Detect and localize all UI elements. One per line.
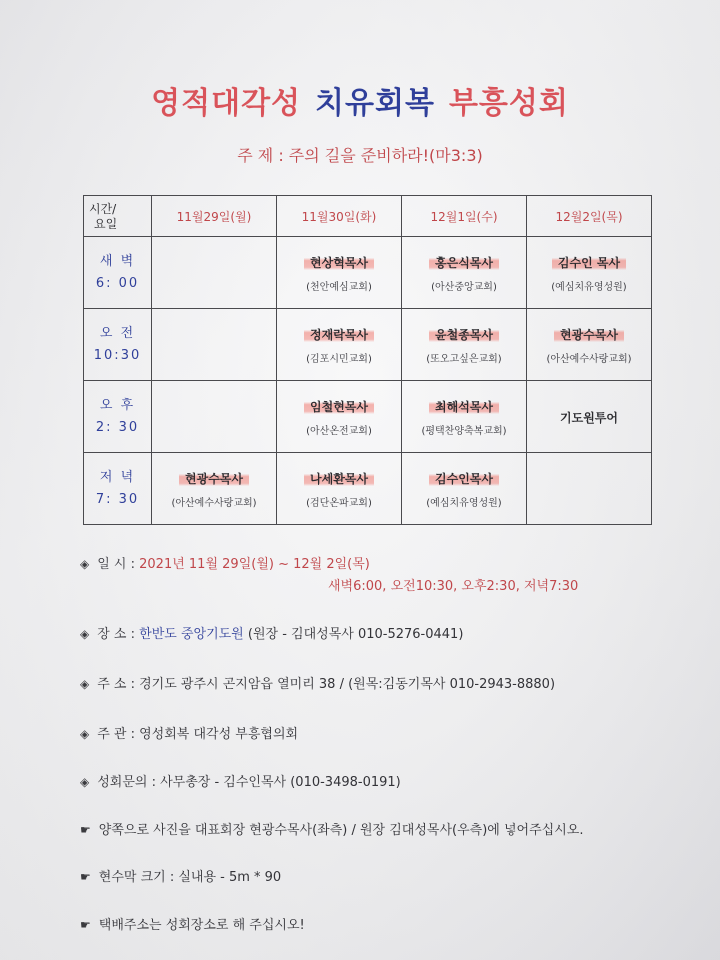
preacher-name: 김수인 목사 bbox=[552, 253, 626, 272]
hand-pointer-icon: ☛ bbox=[80, 870, 91, 884]
church-name: (평택찬양축복교회) bbox=[421, 426, 507, 437]
time-slot-time: 7: 30 bbox=[95, 491, 140, 507]
preacher-name: 나세환목사 bbox=[304, 469, 374, 488]
schedule-cell bbox=[402, 237, 527, 309]
preacher-name: 현상혁목사 bbox=[304, 253, 374, 272]
schedule-header-row bbox=[84, 196, 652, 237]
title-part-1: 영적대각성 bbox=[151, 86, 302, 121]
schedule-cell bbox=[527, 453, 652, 525]
document-title bbox=[0, 78, 720, 122]
address-text: 주 소 : 경기도 광주시 곤지암읍 열미리 38 / (원목:김동기목사 010-2943-8880) bbox=[97, 677, 556, 692]
info-note-delivery bbox=[80, 914, 305, 933]
preacher-name: 현광수목사 bbox=[179, 469, 249, 488]
place-extra: (원장 - 김대성목사 010-5276-0441) bbox=[247, 627, 464, 642]
church-name: (검단온파교회) bbox=[306, 498, 372, 509]
preacher-name: 윤철종목사 bbox=[429, 325, 499, 344]
schedule-cell bbox=[152, 381, 277, 453]
schedule-note: 기도원투어 bbox=[560, 411, 618, 425]
diamond-bullet-icon: ◈ bbox=[80, 627, 90, 641]
day-header: 12월1일(수) bbox=[402, 196, 527, 237]
diamond-bullet-icon: ◈ bbox=[80, 557, 90, 571]
preacher-name: 최해석목사 bbox=[429, 397, 499, 416]
schedule-cell bbox=[527, 237, 652, 309]
hand-pointer-icon: ☛ bbox=[80, 823, 91, 837]
schedule-cell bbox=[277, 309, 402, 381]
church-name: (김포시민교회) bbox=[306, 354, 372, 365]
corner-day-label: 요일 bbox=[94, 217, 118, 231]
schedule-cell bbox=[402, 309, 527, 381]
church-name: (또오고싶은교회) bbox=[426, 354, 502, 365]
church-name: (예심치유영성원) bbox=[551, 282, 627, 293]
inquiry-text: 성회문의 : 사무총장 - 김수인목사 (010-3498-0191) bbox=[97, 775, 401, 790]
schedule-cell bbox=[152, 453, 277, 525]
church-name: (아산온전교회) bbox=[306, 426, 372, 437]
schedule-cell bbox=[277, 453, 402, 525]
info-place bbox=[80, 623, 463, 642]
time-slot-cell bbox=[84, 309, 152, 381]
note-banner-text: 현수막 크기 : 실내용 - 5m * 90 bbox=[98, 870, 282, 885]
corner-cell bbox=[84, 196, 152, 237]
host-text: 주 관 : 영성회복 대각성 부흥협의회 bbox=[97, 727, 299, 742]
time-slot-name: 오 전 bbox=[99, 325, 136, 341]
preacher-name: 임철현목사 bbox=[304, 397, 374, 416]
schedule-row bbox=[84, 309, 652, 381]
church-name: (아산예수사랑교회) bbox=[546, 354, 632, 365]
schedule-cell bbox=[402, 381, 527, 453]
preacher-name: 정재락목사 bbox=[304, 325, 374, 344]
info-inquiry bbox=[80, 771, 401, 790]
day-header: 12월2일(목) bbox=[527, 196, 652, 237]
preacher-name: 현광수목사 bbox=[554, 325, 624, 344]
schedule-cell bbox=[402, 453, 527, 525]
church-name: (아산중앙교회) bbox=[431, 282, 497, 293]
diamond-bullet-icon: ◈ bbox=[80, 677, 90, 691]
day-header: 11월29일(월) bbox=[152, 196, 277, 237]
schedule-row bbox=[84, 453, 652, 525]
day-header: 11월30일(화) bbox=[277, 196, 402, 237]
preacher-name: 김수인목사 bbox=[429, 469, 499, 488]
place-label: 장 소 : bbox=[97, 627, 135, 642]
diamond-bullet-icon: ◈ bbox=[80, 727, 90, 741]
hand-pointer-icon: ☛ bbox=[80, 918, 91, 932]
time-slot-time: 10:30 bbox=[93, 347, 142, 363]
diamond-bullet-icon: ◈ bbox=[80, 775, 90, 789]
schedule-cell bbox=[277, 381, 402, 453]
time-slot-name: 저 녁 bbox=[99, 469, 136, 485]
schedule-cell bbox=[152, 309, 277, 381]
church-name: (예심치유영성원) bbox=[426, 498, 502, 509]
schedule-cell bbox=[277, 237, 402, 309]
schedule-cell bbox=[527, 381, 652, 453]
schedule-cell bbox=[527, 309, 652, 381]
place-value: 한반도 중앙기도원 bbox=[139, 627, 244, 642]
info-note-photo bbox=[80, 819, 583, 838]
theme-line: 주 제 : 주의 길을 준비하라!(마3:3) bbox=[237, 146, 483, 165]
corner-time-label: 시간/ bbox=[89, 202, 117, 216]
church-name: (아산예수사랑교회) bbox=[171, 498, 257, 509]
note-delivery-text: 택배주소는 성회장소로 해 주십시오! bbox=[98, 918, 305, 933]
schedule-row bbox=[84, 237, 652, 309]
schedule-cell bbox=[152, 237, 277, 309]
preacher-name: 홍은식목사 bbox=[429, 253, 499, 272]
time-slot-cell bbox=[84, 453, 152, 525]
church-name: (천안예심교회) bbox=[306, 282, 372, 293]
info-host bbox=[80, 723, 298, 742]
date-label: 일 시 : bbox=[97, 557, 135, 572]
info-date bbox=[80, 553, 579, 594]
time-slot-time: 2: 30 bbox=[95, 419, 140, 435]
schedule-row bbox=[84, 381, 652, 453]
time-slot-time: 6: 00 bbox=[95, 275, 140, 291]
info-note-banner bbox=[80, 866, 281, 885]
schedule-table bbox=[83, 195, 652, 525]
time-slot-name: 새 벽 bbox=[99, 253, 136, 269]
info-address bbox=[80, 673, 555, 692]
time-slot-name: 오 후 bbox=[99, 397, 136, 413]
date-value: 2021년 11월 29일(월) ~ 12월 2일(목) bbox=[139, 557, 370, 572]
title-part-2: 치유회복 bbox=[315, 86, 435, 121]
date-times: 새벽6:00, 오전10:30, 오후2:30, 저녁7:30 bbox=[328, 579, 579, 594]
time-slot-cell bbox=[84, 237, 152, 309]
title-part-3: 부흥성회 bbox=[448, 86, 569, 121]
note-photo-text: 양쪽으로 사진을 대표회장 현광수목사(좌측) / 원장 김대성목사(우측)에 넣어주십시오. bbox=[98, 823, 584, 838]
time-slot-cell bbox=[84, 381, 152, 453]
